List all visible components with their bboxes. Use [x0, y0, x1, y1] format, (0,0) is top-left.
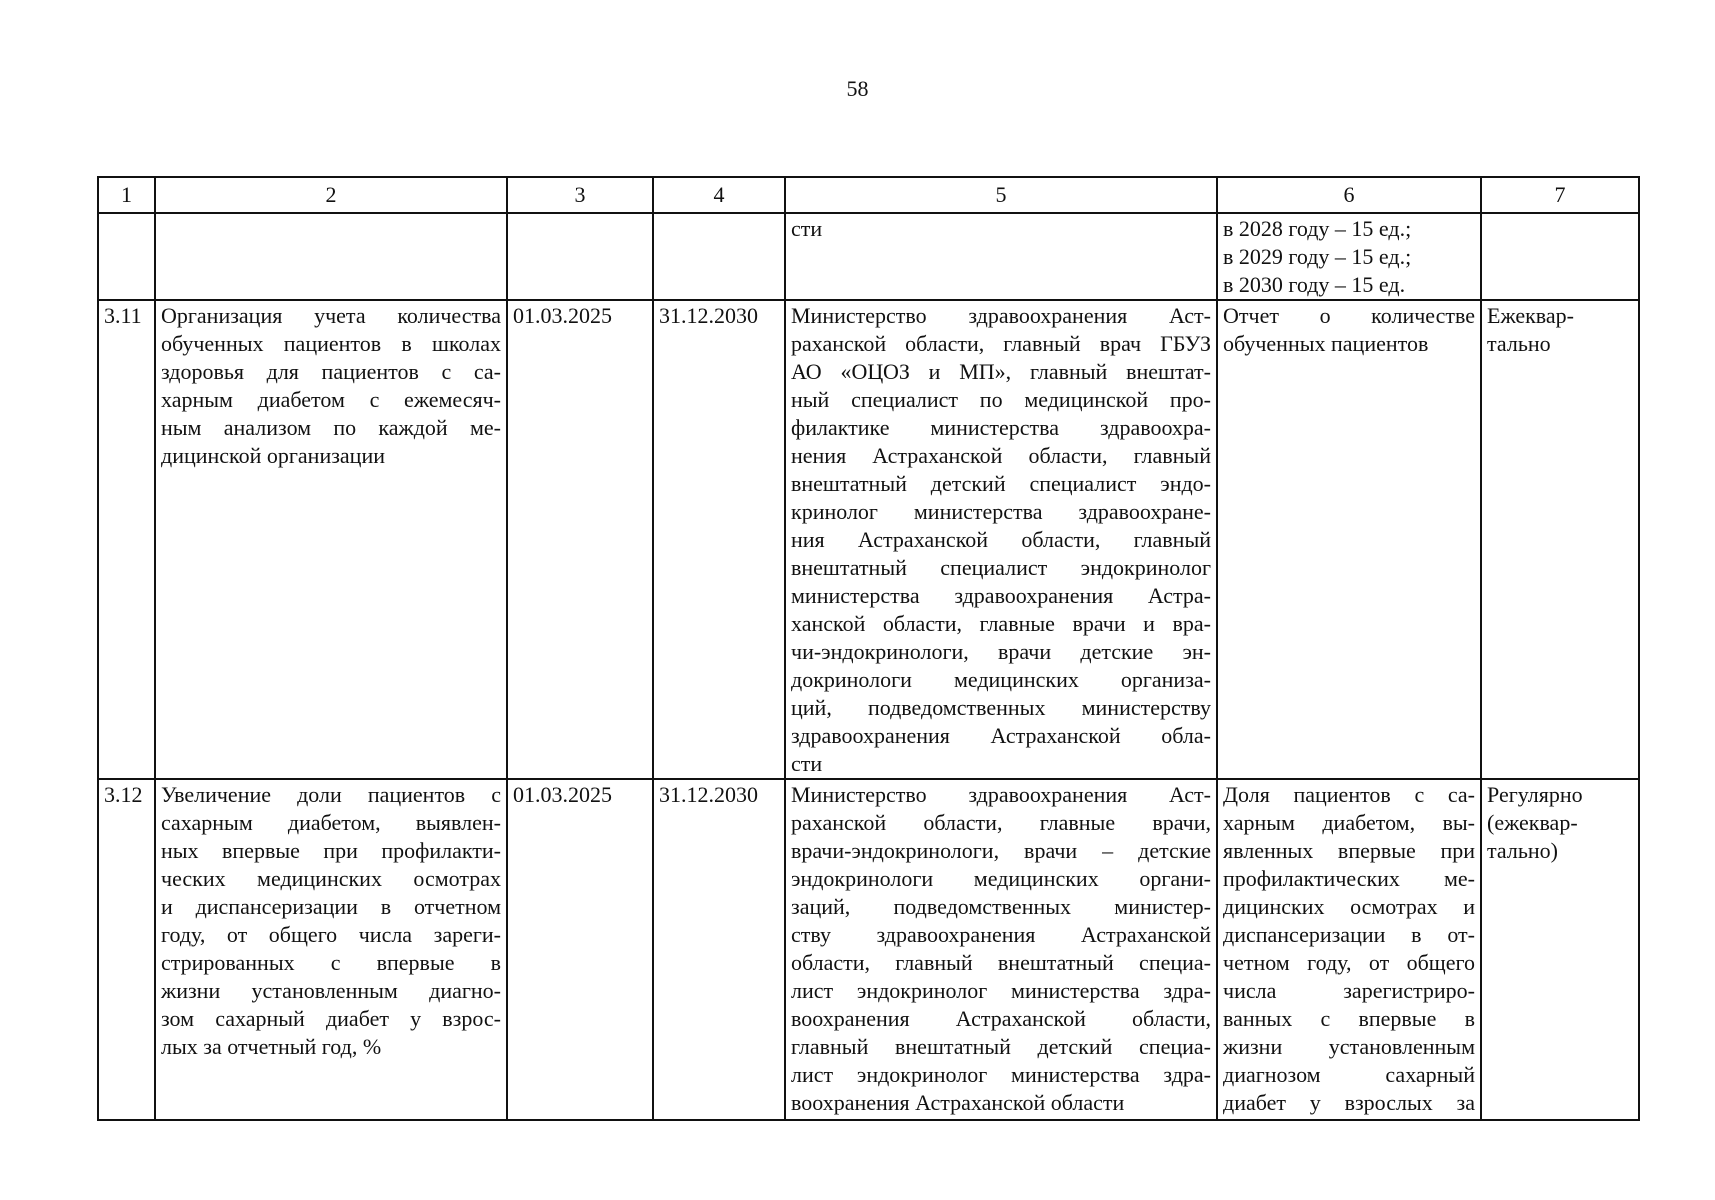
cell-end-date: 31.12.2030 [653, 300, 785, 779]
column-header-6: 6 [1217, 177, 1481, 213]
result-line: дицинских осмотрах и [1223, 894, 1475, 919]
responsible-line: Министерство здравоохранения Аст- [791, 782, 1211, 807]
cell-responsible [785, 779, 1217, 1120]
result-line: в 2028 году – 15 ед.; [1223, 216, 1412, 241]
responsible-line: эндокринологи медицинских органи- [791, 866, 1211, 891]
activity-line: здоровья для пациентов с са- [161, 359, 501, 384]
result-line: четном году, от общего [1223, 950, 1475, 975]
cell-activity [155, 300, 507, 779]
cell-responsible [785, 213, 1217, 300]
activity-line: лых за отчетный год, % [161, 1034, 382, 1059]
cell-number [98, 213, 155, 300]
result-line: профилактических ме- [1223, 866, 1475, 891]
responsible-line: чи-эндокринологи, врачи детские эн- [791, 639, 1211, 664]
result-line: обученных пациентов [1223, 331, 1429, 356]
result-line: Доля пациентов с са- [1223, 782, 1475, 807]
result-line: харным диабетом, вы- [1223, 810, 1475, 835]
cell-start-date: 01.03.2025 [507, 300, 653, 779]
responsible-line: раханской области, главный врач ГБУЗ [791, 331, 1211, 356]
responsible-line: внештатный детский специалист эндо- [791, 471, 1211, 496]
responsible-line: ный специалист по медицинской про- [791, 387, 1211, 412]
result-line: в 2029 году – 15 ед.; [1223, 244, 1412, 269]
responsible-line: воохранения Астраханской области [791, 1090, 1125, 1115]
result-line: диабет у взрослых за [1223, 1090, 1475, 1115]
table-row-3-12 [98, 779, 1639, 1120]
activity-line: ных впервые при профилакти- [161, 838, 501, 863]
cell-activity [155, 779, 507, 1120]
responsible-line: ций, подведомственных министерству [791, 695, 1211, 720]
cell-number: 3.12 [98, 779, 155, 1120]
cell-responsible [785, 300, 1217, 779]
table-row-continuation [98, 213, 1639, 300]
activity-line: Организация учета количества [161, 303, 501, 328]
cell-periodicity [1481, 300, 1639, 779]
result-line: диспансеризации в от- [1223, 922, 1475, 947]
responsible-line: нения Астраханской области, главный [791, 443, 1211, 468]
periodicity-line: Регулярно [1487, 782, 1583, 807]
responsible-line: сти [791, 216, 823, 241]
activity-line: сахарным диабетом, выявлен- [161, 810, 501, 835]
result-line: жизни установленным [1223, 1034, 1475, 1059]
responsible-line: раханской области, главные врачи, [791, 810, 1211, 835]
responsible-line: сти [791, 751, 823, 776]
activity-line: ческих медицинских осмотрах [161, 866, 501, 891]
result-line: Отчет о количестве [1223, 303, 1475, 328]
column-header-4: 4 [653, 177, 785, 213]
responsible-line: филактике министерства здравоохра- [791, 415, 1211, 440]
activity-line: жизни установленным диагно- [161, 978, 501, 1003]
responsible-line: врачи-эндокринологи, врачи – детские [791, 838, 1211, 863]
responsible-line: АО «ОЦОЗ и МП», главный внештат- [791, 359, 1211, 384]
responsible-line: докринологи медицинских организа- [791, 667, 1211, 692]
cell-result [1217, 213, 1481, 300]
column-header-7: 7 [1481, 177, 1639, 213]
cell-end-date: 31.12.2030 [653, 779, 785, 1120]
periodicity-line: (ежеквар- [1487, 810, 1578, 835]
cell-activity [155, 213, 507, 300]
cell-result [1217, 300, 1481, 779]
responsible-line: министерства здравоохранения Астра- [791, 583, 1211, 608]
result-line: ванных с впервые в [1223, 1006, 1475, 1031]
cell-number: 3.11 [98, 300, 155, 779]
column-header-2: 2 [155, 177, 507, 213]
activity-line: зом сахарный диабет у взрос- [161, 1006, 501, 1031]
cell-end-date [653, 213, 785, 300]
responsible-line: области, главный внештатный специа- [791, 950, 1211, 975]
table-header-row [98, 177, 1639, 213]
column-header-3: 3 [507, 177, 653, 213]
cell-periodicity [1481, 779, 1639, 1120]
responsible-line: главный внештатный детский специа- [791, 1034, 1211, 1059]
activity-line: харным диабетом с ежемесяч- [161, 387, 501, 412]
cell-periodicity [1481, 213, 1639, 300]
activity-line: и диспансеризации в отчетном [161, 894, 501, 919]
result-line: в 2030 году – 15 ед. [1223, 272, 1406, 297]
table-row-3-11 [98, 300, 1639, 779]
responsible-line: лист эндокринолог министерства здра- [791, 978, 1211, 1003]
cell-result [1217, 779, 1481, 1120]
activity-line: году, от общего числа зареги- [161, 922, 501, 947]
periodicity-line: Ежеквар- [1487, 303, 1574, 328]
responsible-line: заций, подведомственных министер- [791, 894, 1211, 919]
responsible-line: лист эндокринолог министерства здра- [791, 1062, 1211, 1087]
plan-table [97, 176, 1640, 1121]
responsible-line: ству здравоохранения Астраханской [791, 922, 1211, 947]
periodicity-line: тально) [1487, 838, 1558, 863]
activity-line: дицинской организации [161, 443, 386, 468]
responsible-line: кринолог министерства здравоохране- [791, 499, 1211, 524]
result-line: явленных впервые при [1223, 838, 1475, 863]
column-header-1: 1 [98, 177, 155, 213]
responsible-line: ханской области, главные врачи и вра- [791, 611, 1211, 636]
page-number: 58 [846, 76, 869, 101]
responsible-line: ния Астраханской области, главный [791, 527, 1211, 552]
result-line: числа зарегистриро- [1223, 978, 1475, 1003]
activity-line: стрированных с впервые в [161, 950, 501, 975]
responsible-line: воохранения Астраханской области, [791, 1006, 1211, 1031]
responsible-line: внештатный специалист эндокринолог [791, 555, 1211, 580]
responsible-line: Министерство здравоохранения Аст- [791, 303, 1211, 328]
activity-line: обученных пациентов в школах [161, 331, 501, 356]
column-header-5: 5 [785, 177, 1217, 213]
activity-line: ным анализом по каждой ме- [161, 415, 501, 440]
result-line: диагнозом сахарный [1223, 1062, 1475, 1087]
periodicity-line: тально [1487, 331, 1551, 356]
cell-start-date: 01.03.2025 [507, 779, 653, 1120]
activity-line: Увеличение доли пациентов с [161, 782, 501, 807]
cell-start-date [507, 213, 653, 300]
responsible-line: здравоохранения Астраханской обла- [791, 723, 1211, 748]
